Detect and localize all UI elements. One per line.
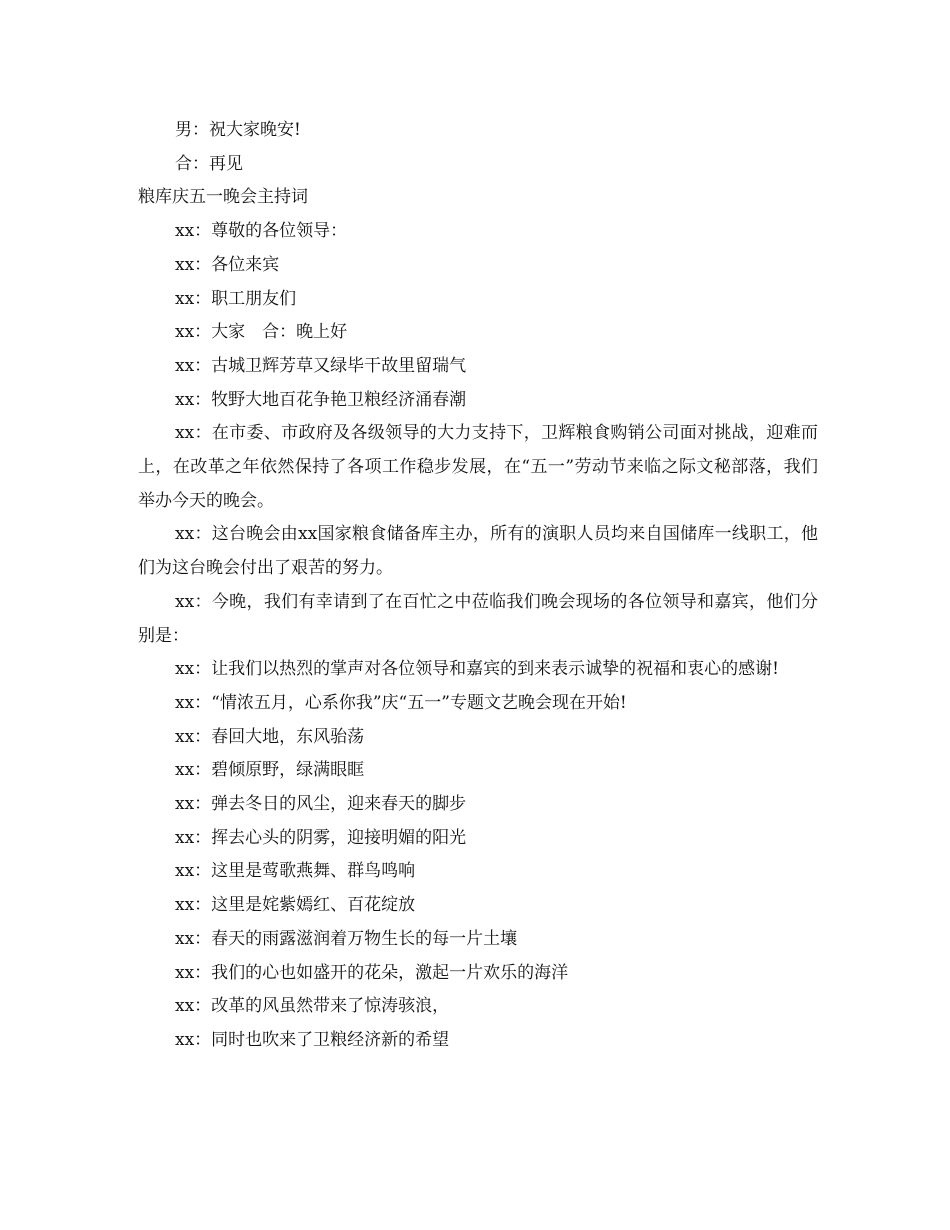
section-title: 粮库庆五一晚会主持词 — [138, 187, 308, 208]
paragraph-line: xx：春回大地，东风骀荡 — [175, 726, 365, 747]
document-body — [138, 114, 818, 1058]
paragraph-male-goodnight: 男：祝大家晚安! — [175, 120, 301, 140]
paragraph-line: xx：今晚，我们有幸请到了在百忙之中莅临我们晚会现场的各位领导和嘉宾，他们分别是： — [138, 591, 818, 646]
paragraph-line: xx：这台晚会由xx国家粮食储备库主办，所有的演职人员均来自国储库一线职工，他们为这台晚会付出了艰苦的努力。 — [138, 524, 818, 579]
paragraph-line: xx：碧倾原野，绿满眼眶 — [175, 760, 365, 781]
paragraph-line: xx：尊敬的各位领导： — [175, 221, 348, 242]
paragraph-line: xx：让我们以热烈的掌声对各位领导和嘉宾的到来表示诚挚的祝福和衷心的感谢! — [175, 659, 780, 680]
paragraph-line: xx：我们的心也如盛开的花朵，激起一片欢乐的海洋 — [175, 962, 569, 983]
paragraph-line: xx：挥去心头的阴雾，迎接明媚的阳光 — [175, 827, 467, 848]
paragraph-line: xx：这里是姹紫嫣红、百花绽放 — [175, 895, 416, 916]
paragraph-line: xx：春天的雨露滋润着万物生长的每一片土壤 — [175, 928, 518, 949]
paragraph-line: xx：这里是莺歌燕舞、群鸟鸣响 — [175, 861, 416, 882]
paragraph-line: xx：职工朋友们 — [175, 288, 297, 309]
paragraph-line: xx：改革的风虽然带来了惊涛骇浪， — [175, 996, 450, 1017]
paragraph-line: xx：大家 合：晚上好 — [175, 322, 348, 343]
paragraph-line: xx：各位来宾 — [175, 254, 280, 275]
paragraph-line: xx：“情浓五月，心系你我”庆“五一”专题文艺晚会现在开始! — [175, 692, 627, 713]
paragraph-line: xx：弹去冬日的风尘，迎来春天的脚步 — [175, 794, 467, 815]
paragraph-line: xx：同时也吹来了卫粮经济新的希望 — [175, 1029, 450, 1050]
paragraph-line: xx：古城卫辉芳草又绿毕干故里留瑞气 — [175, 355, 467, 376]
paragraph-line: xx：在市委、市政府及各级领导的大力支持下，卫辉粮食购销公司面对挑战，迎难而上，在改革之年依然保持了各项工作稳步发展，在“五一”劳动节来临之际文秘部落，我们举办今天的晚会。 — [138, 423, 818, 511]
paragraph-together-goodbye: 合：再见 — [175, 153, 243, 174]
paragraph-line: xx：牧野大地百花争艳卫粮经济涌春潮 — [175, 389, 467, 410]
